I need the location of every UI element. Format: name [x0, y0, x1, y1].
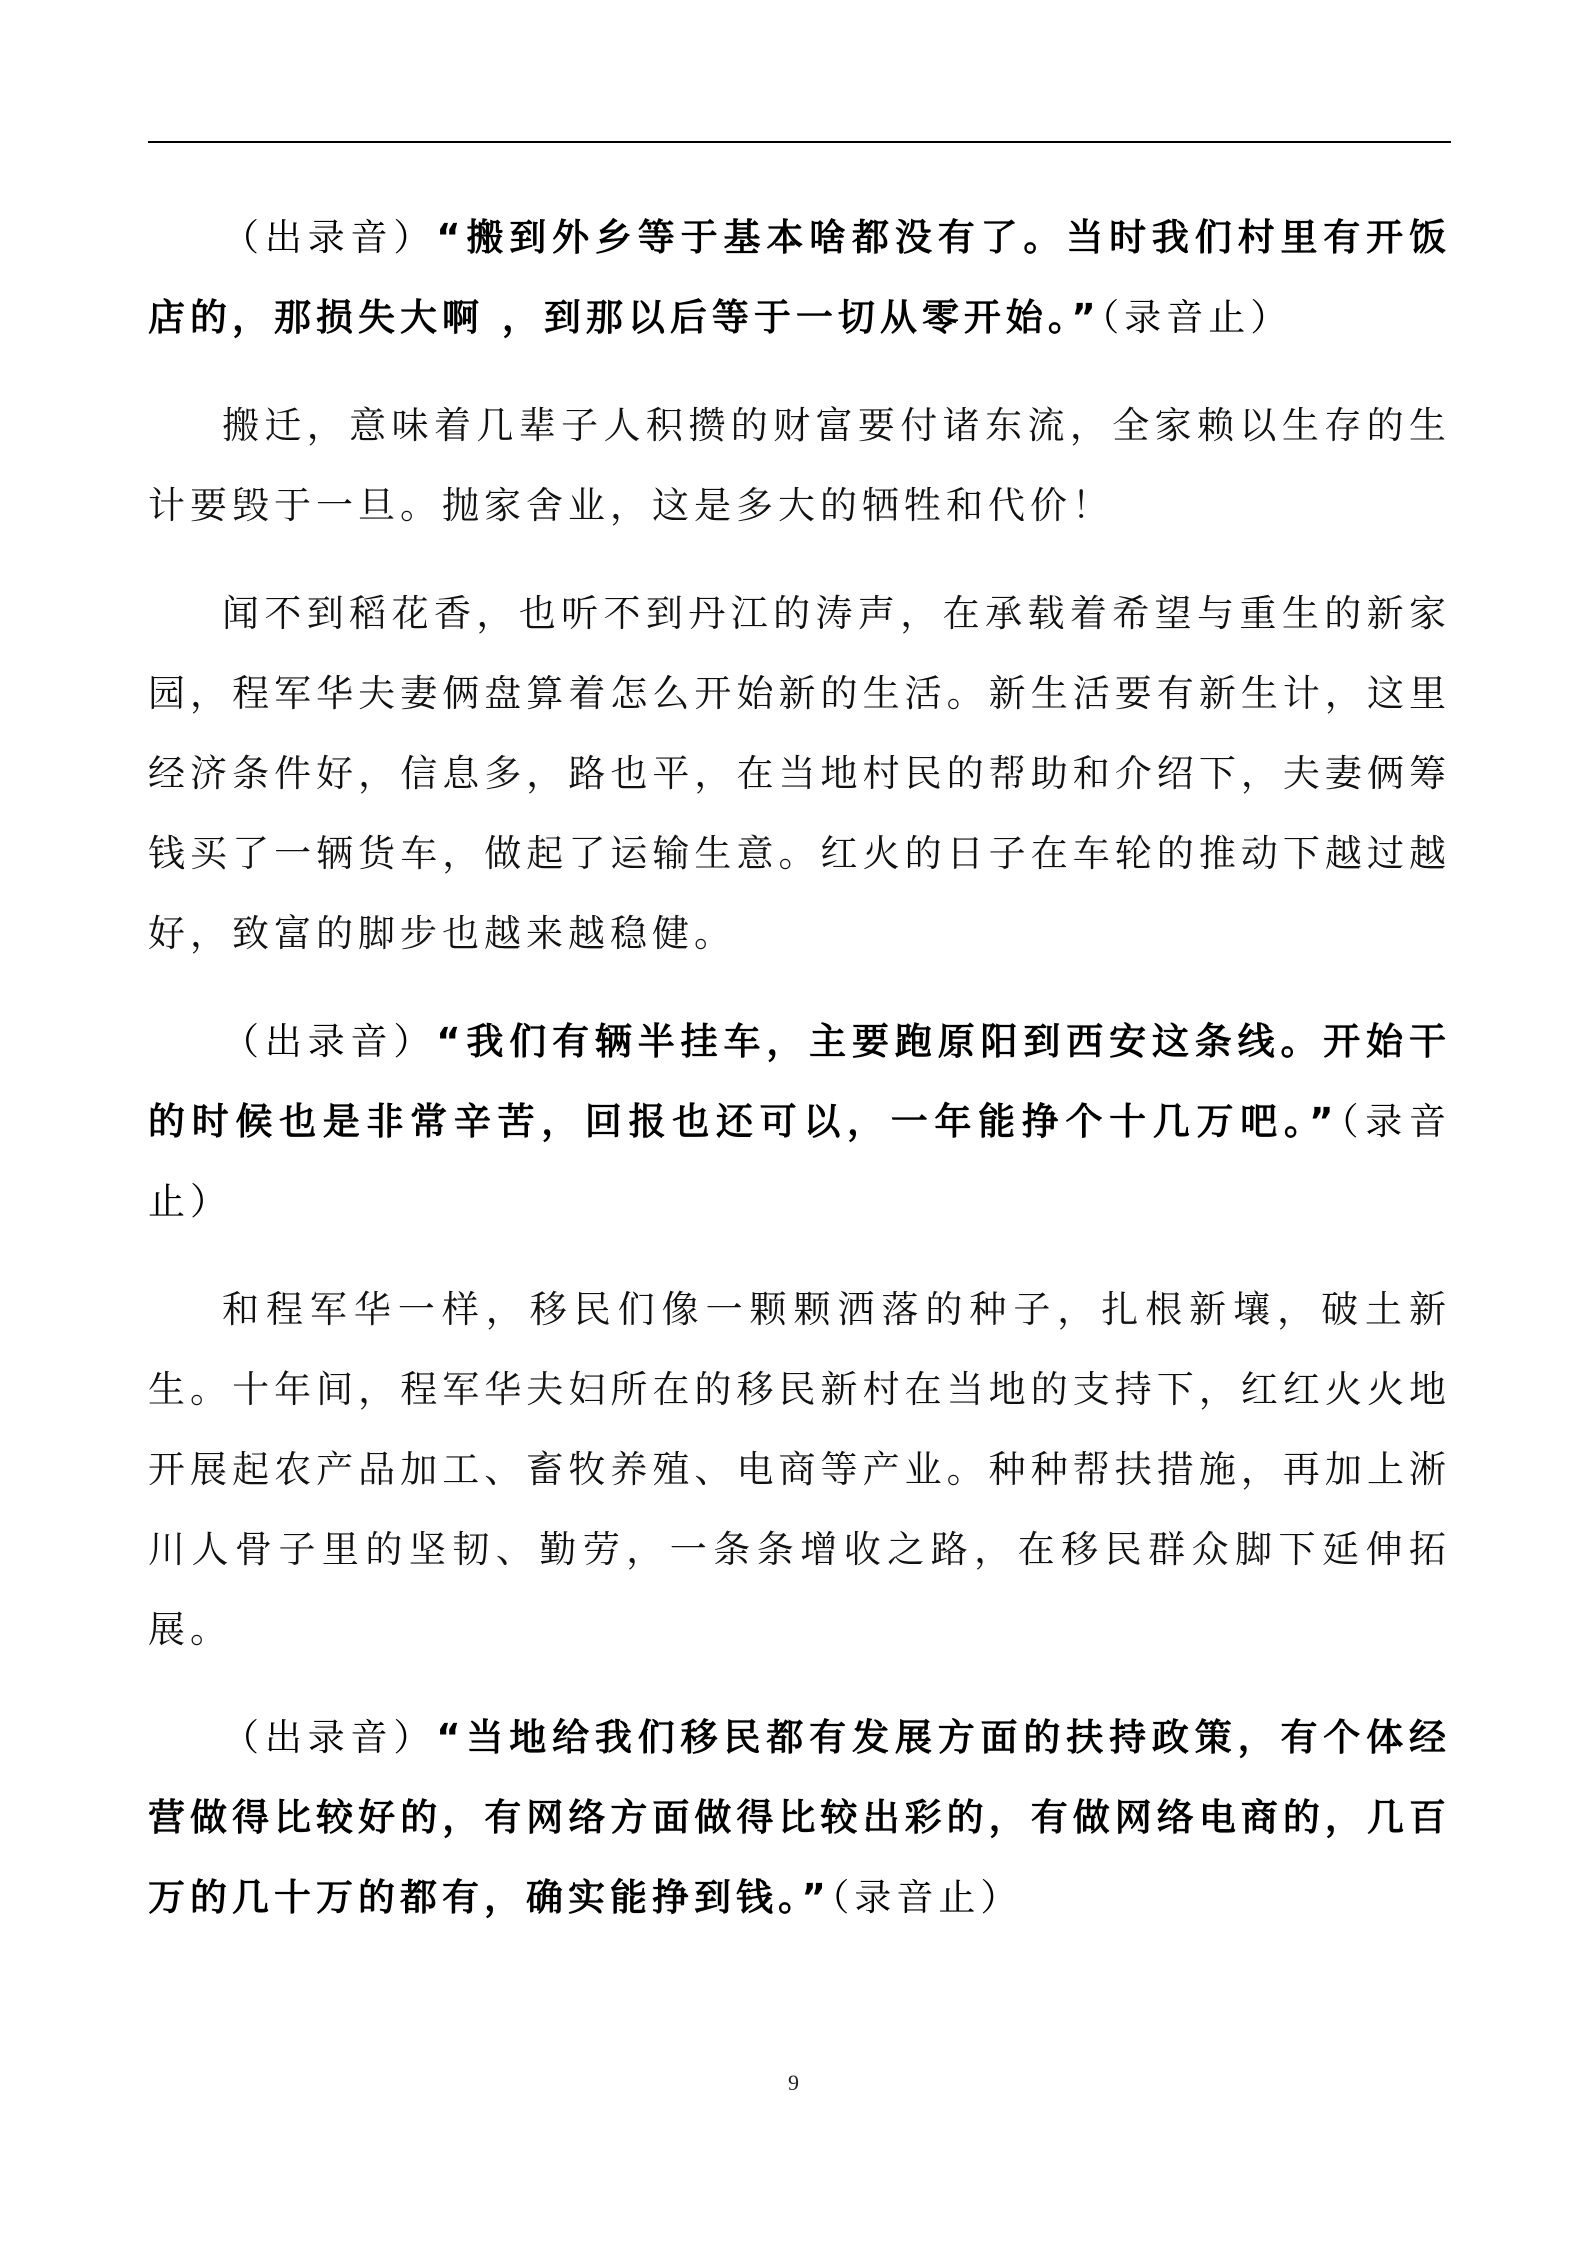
- recording-start-marker: （出录音）: [222, 216, 437, 259]
- narration-paragraph-2: 闻不到稻花香，也听不到丹江的涛声，在承载着希望与重生的新家园，程军华夫妻俩盘算着怎么开始新的生活。新生活要有新生计，这里经济条件好，信息多，路也平，在当地村民的帮助和介绍下，夫妻俩筹钱买了一辆货车，做起了运输生意。红火的日子在车轮的推动下越过越好，致富的脚步也越来越稳健。: [148, 592, 1451, 955]
- quote-paragraph-3: [148, 1698, 1451, 1938]
- quote-text: “我们有辆半挂车，主要跑原阳到西安这条线。开始干的时候也是非常辛苦，回报也还可以，一年能挣个十几万吧。”: [148, 1020, 1451, 1143]
- recording-end-marker: （录音止）: [148, 1100, 1451, 1223]
- narration-paragraph-1: 搬迁，意味着几辈子人积攒的财富要付诸东流，全家赖以生存的生计要毁于一旦。抛家舍业，这是多大的牺牲和代价！: [148, 404, 1451, 527]
- narration-paragraph-3: 和程军华一样，移民们像一颗颗洒落的种子，扎根新壤，破土新生。十年间，程军华夫妇所在的移民新村在当地的支持下，红红火火地开展起农产品加工、畜牧养殖、电商等产业。种种帮扶措施，再加上淅川人骨子里的坚韧、勤劳，一条条增收之路，在移民群众脚下延伸拓展。: [148, 1288, 1451, 1651]
- recording-start-marker: （出录音）: [222, 1020, 437, 1063]
- recording-start-marker: （出录音）: [222, 1716, 437, 1759]
- quote-paragraph-2: [148, 1002, 1451, 1242]
- quote-paragraph-1: [148, 198, 1451, 358]
- page-number: 9: [788, 2070, 799, 2095]
- quote-text: “当地给我们移民都有发展方面的扶持政策，有个体经营做得比较好的，有网络方面做得比较出彩的，有做网络电商的，几百万的几十万的都有，确实能挣到钱。”: [148, 1716, 1451, 1919]
- recording-end-marker: （录音止）: [1100, 296, 1293, 339]
- recording-end-marker: （录音止）: [830, 1876, 1023, 1919]
- quote-text: “搬到外乡等于基本啥都没有了。当时我们村里有开饭店的，那损失大啊 ，到那以后等于一切从零开始。”: [148, 216, 1451, 339]
- body-text: [148, 198, 1451, 1966]
- header-rule: [148, 141, 1451, 143]
